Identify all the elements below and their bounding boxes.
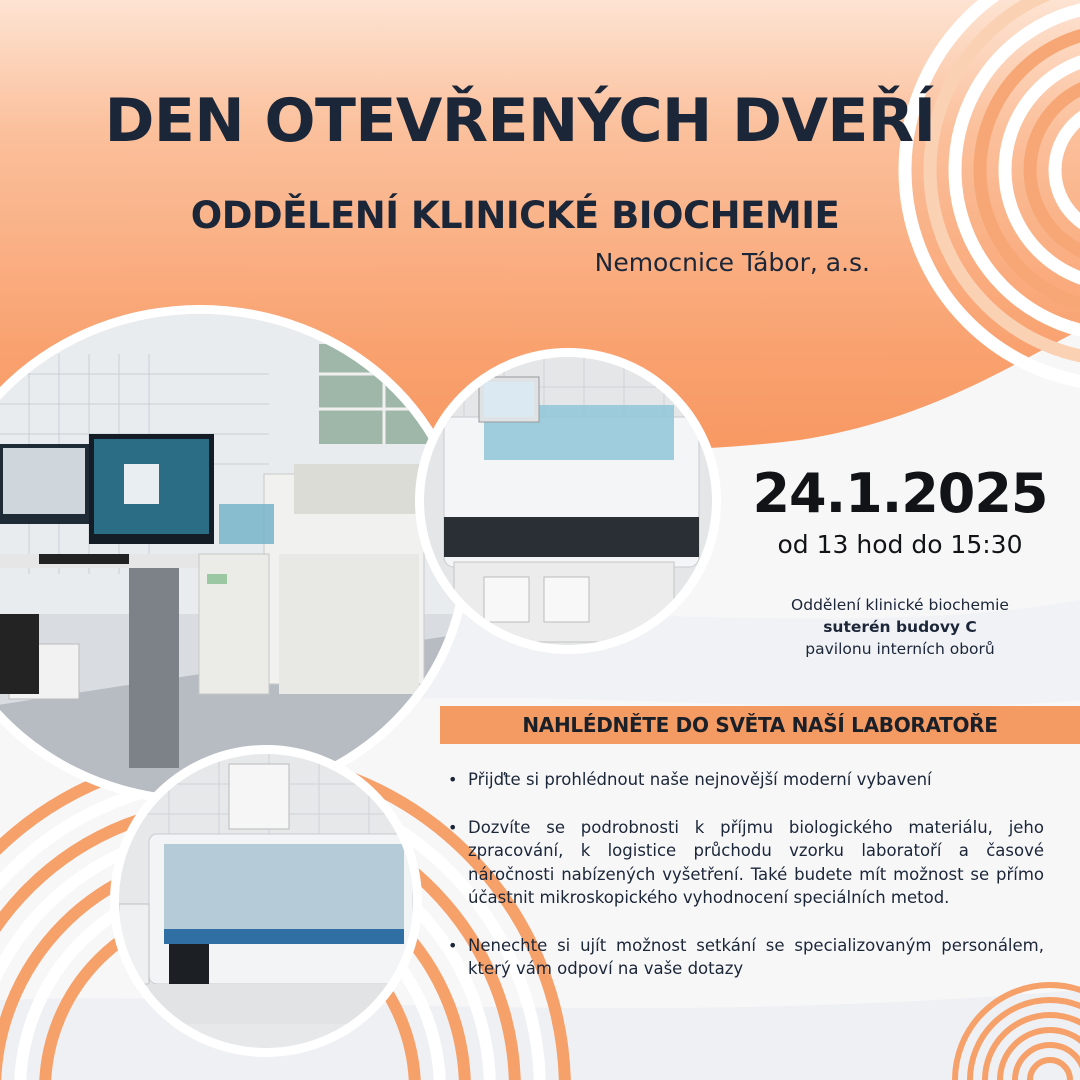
bullet-dot-icon: •	[448, 935, 458, 955]
location-line-3: pavilonu interních oborů	[805, 640, 995, 658]
section-banner-title: NAHLÉDNĚTE DO SVĚTA NAŠÍ LABORATOŘE	[522, 713, 998, 737]
arcs-top-right	[905, 0, 1080, 385]
bullet-dot-icon: •	[448, 770, 458, 789]
highlights-list	[446, 768, 1044, 1005]
location-line-1: Oddělení klinické biochemie	[791, 596, 1009, 614]
bullet-dot-icon: •	[448, 817, 458, 837]
analyzer-illustration	[424, 357, 712, 645]
location-line-2: suterén budovy C	[823, 618, 977, 636]
event-location	[750, 594, 1050, 660]
list-item: • Dozvíte se podrobnosti k příjmu biologického materiálu, jeho zpracování, k logistice průchodu vzorku laboratoří a časové náročnosti nabízených vyšetření. Také budete mít možnost se přímo účastnit mikroskopického vyhodnocení speciálních metod.	[448, 817, 1044, 907]
hospital-name: Nemocnice Tábor, a.s.	[594, 248, 870, 277]
list-item: • Přijďte si prohlédnout naše nejnovější moderní vybavení	[446, 768, 1044, 792]
immunoanalyzer-illustration	[119, 754, 413, 1048]
department-subtitle: ODDĚLENÍ KLINICKÉ BIOCHEMIE	[190, 194, 840, 237]
immunoanalyzer-photo	[110, 745, 422, 1057]
lab-room-illustration	[0, 314, 461, 796]
list-item: • Nenechte si ujít možnost setkání se specializovaným personálem, který vám odpoví na vaše dotazy	[448, 935, 1044, 978]
event-time: od 13 hod do 15:30	[777, 530, 1023, 559]
poster-title: DEN OTEVŘENÝCH DVEŘÍ	[104, 86, 936, 156]
event-date: 24.1.2025	[752, 462, 1048, 525]
analyzer-photo	[415, 348, 721, 654]
